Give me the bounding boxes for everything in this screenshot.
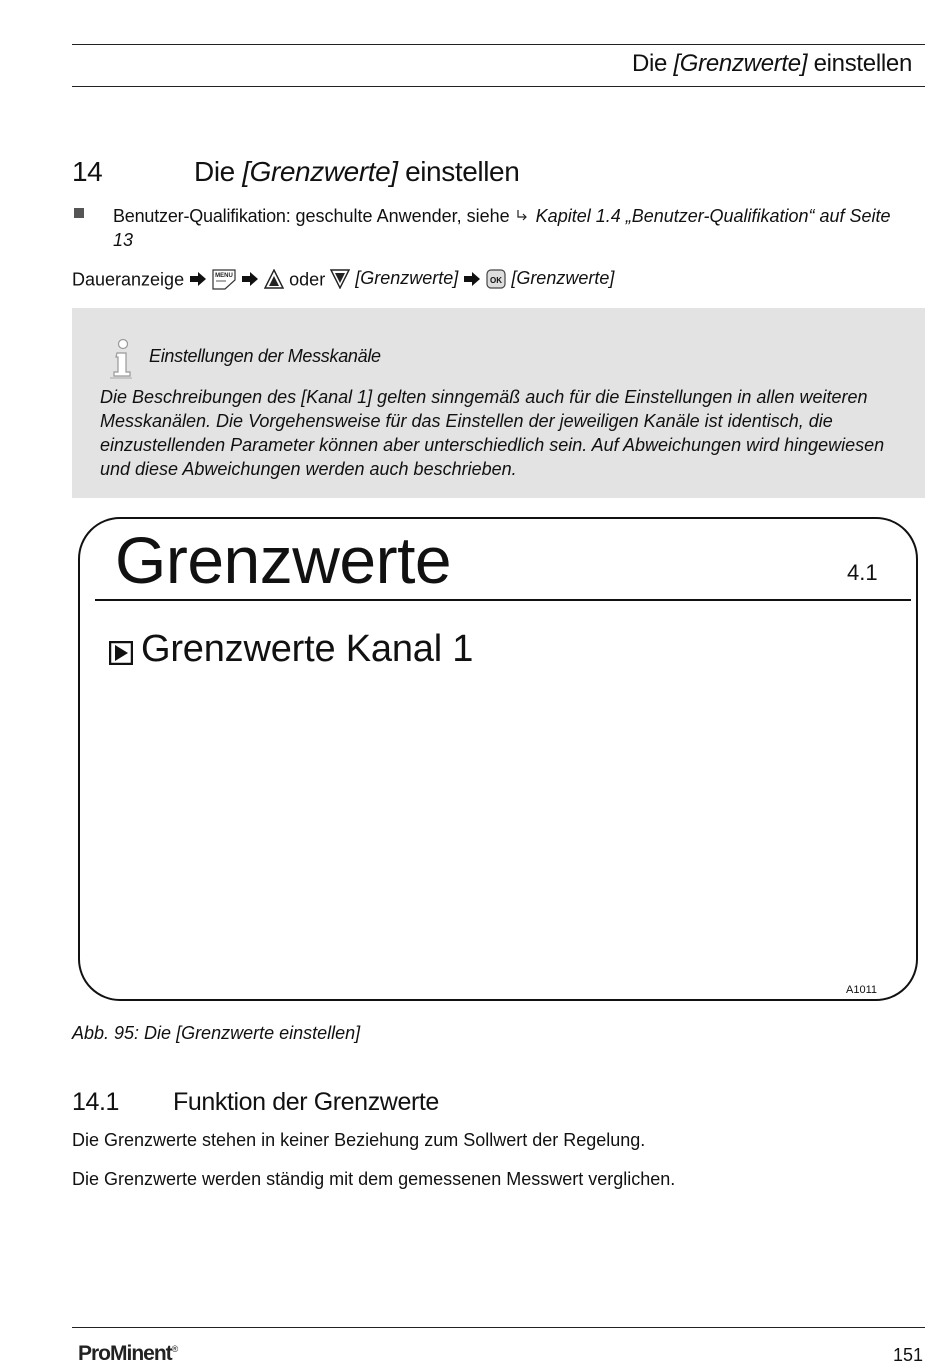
arrow-right-icon bbox=[241, 272, 259, 286]
up-key-icon bbox=[264, 269, 284, 289]
running-header-pre: Die bbox=[631, 50, 674, 77]
header-top-rule bbox=[72, 44, 925, 45]
qualification-link[interactable]: Kapitel 1.4 „Benutzer-Qualifikation“ auf Seite 13 bbox=[113, 206, 891, 250]
running-header-post: einstellen bbox=[807, 50, 912, 77]
reference-arrow-icon bbox=[515, 208, 531, 224]
nav-or: oder bbox=[289, 269, 326, 290]
section-number: 14 bbox=[72, 156, 103, 187]
qualification-text: geschulte Anwender, siehe bbox=[290, 206, 515, 226]
nav-target-1: [Grenzwerte] bbox=[355, 268, 459, 288]
qualification-paragraph bbox=[113, 204, 903, 252]
nav-target-2: [Grenzwerte] bbox=[511, 268, 615, 288]
paragraph: Die Grenzwerte werden ständig mit dem gemessenen Messwert verglichen. bbox=[72, 1169, 676, 1189]
section-title-italic: [Grenzwerte] bbox=[242, 156, 398, 187]
bullet-square bbox=[74, 208, 84, 218]
section-title-pre: Die bbox=[194, 156, 243, 187]
nav-start: Daueranzeige bbox=[72, 269, 185, 290]
menu-key-icon bbox=[212, 268, 236, 290]
logo-text: ProMinent bbox=[78, 1342, 172, 1365]
subsection-title: Funktion der Grenzwerte bbox=[173, 1088, 439, 1116]
page-number: 151 bbox=[893, 1345, 924, 1365]
prominent-logo bbox=[78, 1342, 178, 1366]
footer-rule bbox=[72, 1327, 925, 1328]
figure-caption: Abb. 95: Die [Grenzwerte einstellen] bbox=[72, 1023, 361, 1043]
header-bottom-rule bbox=[72, 86, 925, 87]
section-title-post: einstellen bbox=[397, 156, 520, 187]
arrow-right-icon bbox=[463, 272, 481, 286]
running-header-italic: [Grenzwerte] bbox=[673, 50, 808, 77]
device-screen-menu-number: 4.1 bbox=[847, 560, 878, 585]
svg-text:MENU: MENU bbox=[215, 273, 233, 280]
info-title: Einstellungen der Messkanäle bbox=[149, 346, 381, 366]
paragraph: Die Grenzwerte stehen in keiner Beziehung zum Sollwert der Regelung. bbox=[72, 1130, 646, 1150]
running-header bbox=[72, 50, 912, 78]
device-screen-divider bbox=[95, 599, 911, 601]
arrow-right-icon bbox=[189, 272, 207, 286]
ok-key-icon bbox=[486, 269, 506, 289]
navigation-path bbox=[72, 266, 614, 291]
subsection-number: 14.1 bbox=[72, 1088, 120, 1116]
menu-item-arrow-icon bbox=[109, 641, 133, 665]
qualification-label: Benutzer-Qualifikation: bbox=[113, 206, 291, 226]
section-title bbox=[194, 156, 519, 188]
device-screen-title: Grenzwerte bbox=[115, 523, 452, 597]
svg-text:OK: OK bbox=[490, 276, 503, 286]
device-screen-menu-item[interactable]: Grenzwerte Kanal 1 bbox=[141, 628, 474, 670]
info-icon bbox=[106, 338, 136, 380]
info-body: Die Beschreibungen des [Kanal 1] gelten sinngemäß auch für die Einstellungen in allen weiteren Messkanälen. Die Vorgehensweise für das Einstellen der jeweiligen Kanäle ist identisch, die einzustellenden Parameter können aber unterschiedlich sein. Auf Abweichungen wird hingewiesen und diese Abweichungen werden auch beschrieben. bbox=[100, 387, 885, 479]
down-key-icon bbox=[330, 269, 350, 289]
figure-code: A1011 bbox=[846, 984, 877, 996]
logo-mark: ® bbox=[171, 1344, 179, 1354]
